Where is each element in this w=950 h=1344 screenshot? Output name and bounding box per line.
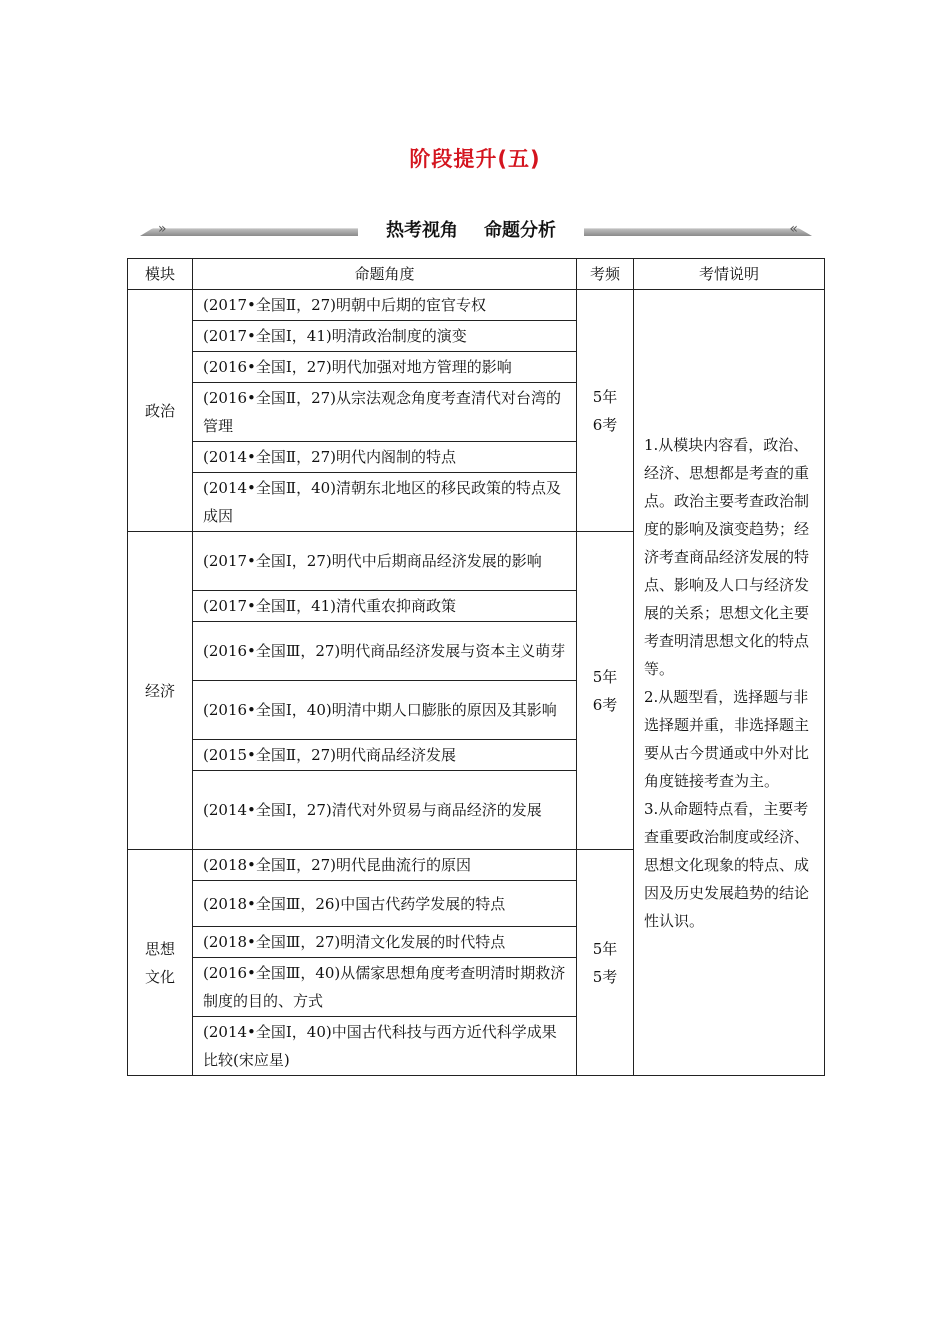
module-cell: 思想 文化 — [128, 850, 193, 1076]
topic-cell: (2018•全国Ⅱ，27)明代昆曲流行的原因 — [193, 850, 577, 881]
topic-cell: (2017•全国Ⅱ，27)明朝中后期的宦官专权 — [193, 290, 577, 321]
topic-cell: (2016•全国Ⅰ，27)明代加强对地方管理的影响 — [193, 352, 577, 383]
chevron-right-icon: » — [158, 221, 167, 237]
module-cell: 经济 — [128, 532, 193, 850]
banner-title-right: 命题分析 — [484, 220, 556, 241]
frequency-cell: 5年 6考 — [577, 532, 634, 850]
topic-cell: (2017•全国Ⅰ，27)明代中后期商品经济发展的影响 — [193, 532, 577, 591]
topic-cell: (2016•全国Ⅱ，27)从宗法观念角度考查清代对台湾的管理 — [193, 383, 577, 442]
frequency-cell: 5年 6考 — [577, 290, 634, 532]
topic-cell: (2014•全国Ⅱ，27)明代内阁制的特点 — [193, 442, 577, 473]
topic-cell: (2018•全国Ⅲ，27)明清文化发展的时代特点 — [193, 927, 577, 958]
topic-cell: (2014•全国Ⅱ，40)清朝东北地区的移民政策的特点及成因 — [193, 473, 577, 532]
banner-title — [366, 216, 576, 242]
topic-cell: (2015•全国Ⅱ，27)明代商品经济发展 — [193, 740, 577, 771]
table-row — [128, 290, 825, 321]
topic-cell: (2018•全国Ⅲ，26)中国古代药学发展的特点 — [193, 881, 577, 927]
chevron-left-icon: « — [789, 221, 798, 237]
frequency-cell: 5年 5考 — [577, 850, 634, 1076]
banner-bar-right — [584, 228, 812, 236]
topic-cell: (2016•全国Ⅰ，40)明清中期人口膨胀的原因及其影响 — [193, 681, 577, 740]
header-angle: 命题角度 — [193, 259, 577, 290]
topic-cell: (2014•全国Ⅰ，40)中国古代科技与西方近代科学成果比较(宋应星) — [193, 1017, 577, 1076]
banner-title-left: 热考视角 — [386, 220, 458, 241]
topic-cell: (2016•全国Ⅲ，40)从儒家思想角度考查明清时期救济制度的目的、方式 — [193, 958, 577, 1017]
topic-cell: (2017•全国Ⅰ，41)明清政治制度的演变 — [193, 321, 577, 352]
topic-cell: (2014•全国Ⅰ，27)清代对外贸易与商品经济的发展 — [193, 771, 577, 850]
banner-bar-left — [140, 228, 358, 236]
exam-analysis-table — [127, 258, 825, 1076]
table-header-row — [128, 259, 825, 290]
exam-notes-cell: 1.从模块内容看，政治、经济、思想都是考查的重点。政治主要考查政治制度的影响及演变趋势；经济考查商品经济发展的特点、影响及人口与经济发展的关系；思想文化主要考查明清思想文化的特点等。 2.从题型看，选择题与非选择题并重，非选择题主要从古今贯通或中外对比角度链接考查为主。 3.从命题特点看，主要考查重要政治制度或经济、思想文化现象的特点、成因及历史发展趋势的结论性认识。 — [634, 290, 825, 1076]
header-note: 考情说明 — [634, 259, 825, 290]
section-banner — [140, 214, 812, 246]
topic-cell: (2017•全国Ⅱ，41)清代重农抑商政策 — [193, 591, 577, 622]
module-cell: 政治 — [128, 290, 193, 532]
header-module: 模块 — [128, 259, 193, 290]
topic-cell: (2016•全国Ⅲ，27)明代商品经济发展与资本主义萌芽 — [193, 622, 577, 681]
page-title: 阶段提升(五) — [409, 147, 541, 171]
header-freq: 考频 — [577, 259, 634, 290]
